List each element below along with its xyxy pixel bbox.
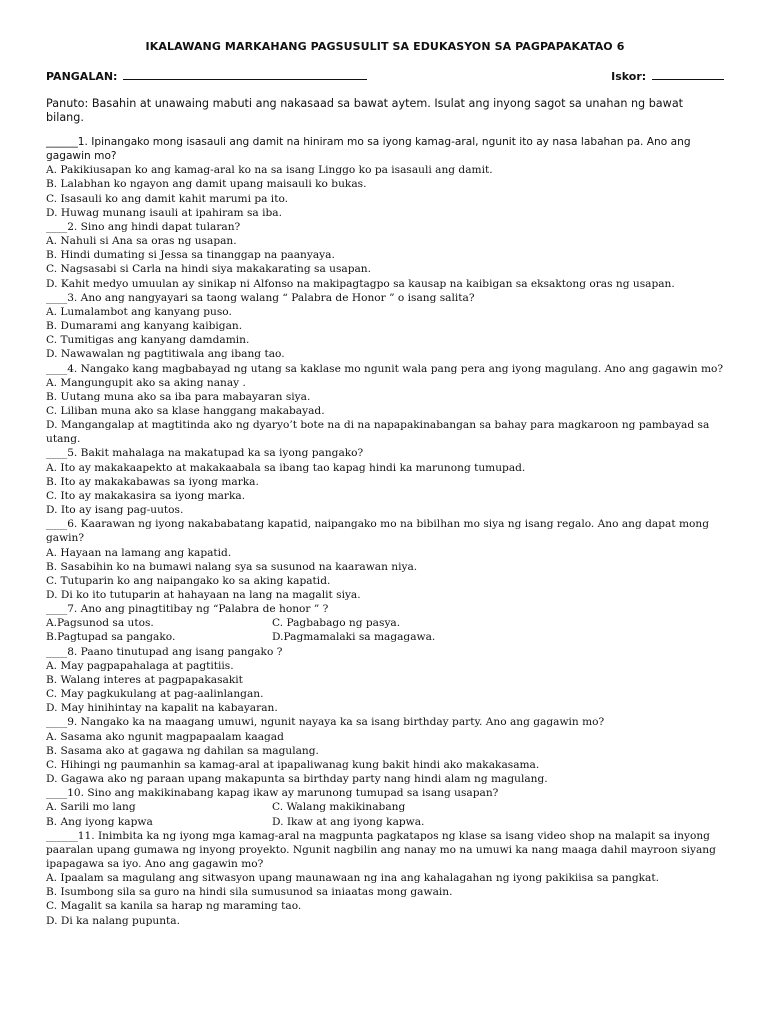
question-10 [46,786,724,828]
option-b: B. Uutang muna ako sa iba para mabayaran siya. [46,390,311,403]
option-b: B. Ang iyong kapwa [46,815,153,828]
option-a: A. Ipaalam sa magulang ang sitwasyon upang maunawaan ng ina ang kahalagahan ng iyong pakikiisa sa pangkat. [46,872,659,885]
option-b: B.Pagtupad sa pangako. [46,631,176,644]
option-a: A. Hayaan na lamang ang kapatid. [46,546,232,559]
question-text: ____5. Bakit mahalaga na makatupad ka sa iyong pangako? [46,447,364,460]
option-c: C. Liliban muna ako sa klase hanggang makabayad. [46,404,325,417]
option-b: B. Walang interes at pagpapakasakit [46,673,243,686]
option-c: C. Isasauli ko ang damit kahit marumi pa ito. [46,192,289,205]
option-c: C. Pagbabago ng pasya. [272,617,401,630]
question-text: ______1. Ipinangako mong isasauli ang damit na hiniram mo sa iyong kamag-aral, ngunit ito ay nasa labahan pa. Ano ang gagawin mo? [46,136,691,163]
option-d: D. Kahit medyo umuulan ay sinikap ni Alfonso na makipagtagpo sa kausap na kaibigan sa eksaktong oras ng usapan. [46,277,675,290]
option-b: B. Sasabihin ko na bumawi nalang sya sa susunod na kaarawan niya. [46,560,418,573]
question-3 [46,291,724,362]
option-d: D. Mangangalap at magtitinda ako ng dyaryo’t bote na di na napapakinabangan sa bahay para magkaroon ng pambayad sa utang. [46,419,710,446]
option-d: D. Ikaw at ang iyong kapwa. [272,815,425,828]
option-a: A. Sarili mo lang [46,801,136,814]
question-1 [46,135,724,220]
option-c: C. Walang makikinabang [272,801,406,814]
option-d: D.Pagmamalaki sa magagawa. [272,631,436,644]
option-a: A. Nahuli si Ana sa oras ng usapan. [46,235,237,248]
option-c: C. May pagkukulang at pag-aalinlangan. [46,688,264,701]
header-fields [46,69,724,83]
option-c: C. Nagsasabi si Carla na hindi siya makakarating sa usapan. [46,263,372,276]
options-row-2 [46,630,724,644]
option-b: B. Lalabhan ko ngayon ang damit upang maisauli ko bukas. [46,178,367,191]
option-a: A. Mangungupit ako sa aking nanay . [46,376,246,389]
score-field[interactable] [611,69,724,83]
option-a: A. May pagpapahalaga at pagtitiis. [46,659,234,672]
question-9 [46,715,724,786]
option-d: D. Di ko ito tutuparin at hahayaan na lang na magalit siya. [46,589,361,601]
options-row-2 [46,815,724,829]
question-2 [46,220,724,291]
option-a: A. Sasama ako ngunit magpapaalam kaagad [46,730,284,743]
score-label: Iskor: [611,70,647,83]
name-field[interactable] [46,69,367,83]
option-b: B. Dumarami ang kanyang kaibigan. [46,320,243,333]
question-4 [46,362,724,447]
question-text: ____10. Sino ang makikinabang kapag ikaw ay marunong tumupad sa isang usapan? [46,787,499,800]
options-row-1 [46,616,724,630]
question-11 [46,829,724,928]
question-text: ____3. Ano ang nangyayari sa taong walang “ Palabra de Honor ” o isang salita? [46,291,475,304]
option-a: A.Pagsunod sa utos. [46,617,154,630]
option-c: C. Magalit sa kanila sa harap ng maraming tao. [46,900,302,913]
score-blank[interactable] [652,69,724,80]
question-text: ____8. Paano tinutupad ang isang pangako ? [46,645,283,658]
option-a: A. Lumalambot ang kanyang puso. [46,305,232,318]
options-row-1 [46,800,724,814]
option-d: D. May hinihintay na kapalit na kabayaran. [46,702,278,715]
option-a: A. Ito ay makakaapekto at makakaabala sa ibang tao kapag hindi ka marunong tumupad. [46,461,526,474]
name-label: PANGALAN: [46,70,118,83]
option-d: D. Nawawalan ng pagtitiwala ang ibang tao. [46,348,285,361]
question-5 [46,446,724,517]
question-7 [46,602,724,644]
option-b: B. Isumbong sila sa guro na hindi sila sumusunod sa iniaatas mong gawain. [46,886,453,899]
option-c: C. Ito ay makakasira sa iyong marka. [46,489,246,502]
option-d: D. Gagawa ako ng paraan upang makapunta sa birthday party nang hindi alam ng magulang. [46,773,548,786]
option-d: D. Di ka nalang pupunta. [46,914,180,927]
option-c: C. Hihingi ng paumanhin sa kamag-aral at ipapaliwanag kung bakit hindi ako makakasama. [46,758,540,771]
question-text: ____9. Nangako ka na maagang umuwi, ngunit nayaya ka sa isang birthday party. Ano ang gagawin mo? [46,716,605,729]
question-8 [46,645,724,716]
option-d: D. Ito ay isang pag-uutos. [46,504,184,517]
exam-title: IKALAWANG MARKAHANG PAGSUSULIT SA EDUKASYON SA PAGPAPAKATAO 6 [145,40,625,53]
option-b: B. Sasama ako at gagawa ng dahilan sa magulang. [46,744,319,757]
option-b: B. Hindi dumating si Jessa sa tinanggap na paanyaya. [46,249,335,262]
option-c: C. Tutuparin ko ang naipangako ko sa aking kapatid. [46,574,331,587]
option-c: C. Tumitigas ang kanyang damdamin. [46,334,250,347]
option-b: B. Ito ay makakabawas sa iyong marka. [46,475,259,488]
question-text: ______11. Inimbita ka ng iyong mga kamag-aral na magpunta pagkatapos ng klase sa isang video shop na malapit sa inyong paaralan upang gumawa ng inyong proyekto. Ngunit nagbilin ang nanay mo na umuwi ka nang maaga dahil mayroon siyang ipapagawa sa iyo. Ano ang gagawin mo? [46,829,716,870]
question-text: ____2. Sino ang hindi dapat tularan? [46,220,241,233]
question-text: ____7. Ano ang pinagtitibay ng “Palabra de honor ” ? [46,603,329,616]
directions: Panuto: Basahin at unawaing mabuti ang nakasaad sa bawat aytem. Isulat ang inyong sagot sa unahan ng bawat bilang. [46,97,684,124]
option-a: A. Pakikiusapan ko ang kamag-aral ko na sa isang Linggo ko pa isasauli ang damit. [46,164,493,177]
question-text: ____4. Nangako kang magbabayad ng utang sa kaklase mo ngunit wala pang pera ang iyong magulang. Ano ang gagawin mo? [46,362,724,375]
name-blank[interactable] [123,69,367,80]
option-d: D. Huwag munang isauli at ipahiram sa iba. [46,206,282,219]
question-text: ____6. Kaarawan ng iyong nakababatang kapatid, naipangako mo na bibilhan mo siya ng isang regalo. Ano ang dapat mong gawin? [46,518,709,545]
question-6 [46,517,724,602]
